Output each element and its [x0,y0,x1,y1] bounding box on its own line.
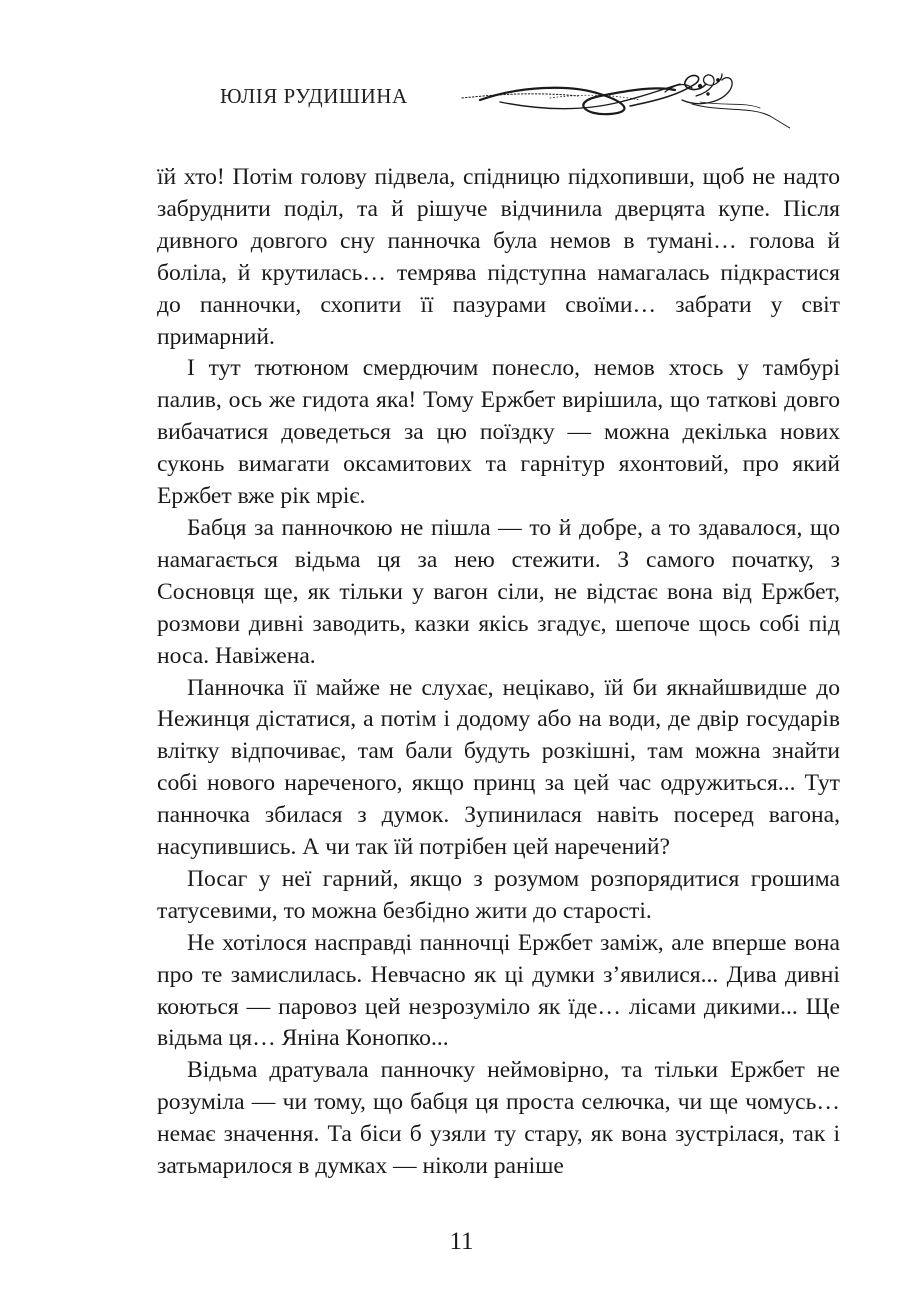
paragraph: Відьма дратувала панночку неймовірно, та тільки Ержбет не розуміла — чи тому, що бабця ця проста селючка, чи ще чомусь… немає значення. Та біси б узяли ту стару, як вона зустрілася, так і затьмарилося в думках — ніколи раніше [157,1057,840,1180]
paragraph: Посаг у неї гарний, якщо з розумом розпорядитися грошима татусевими, то можна безбідно жити до старості. [157,865,840,924]
paragraph: їй хто! Потім голову підвела, спідницю підхопивши, щоб не надто забруднити поділ, та й рішуче відчинила дверцята купе. Після дивного довгого сну панночка була немов в тумані… голова й боліла, й крутилась… темрява підступна намагалась підкрастися до панночки, схопити її пазурами своїми… забрати у світ примарний. [157,164,840,350]
paragraph: І тут тютюном смердючим понесло, немов хтось у тамбурі палив, ось же гидота яка! Тому Ержбет вирішила, що таткові довго вибачатися доведеться за цю поїздку — можна декілька нових суконь вимагати оксамитових та гарнітур яхонтовий, про який Ержбет вже рік мріє. [157,355,840,510]
paragraph: Бабця за панночкою не пішла — то й добре, а то здавалося, що намагається відьма ця за нею стежити. З самого початку, з Сосновця ще, як тільки у вагон сіли, не відстає вона від Ержбет, розмови дивні заводить, казки якісь згадує, шепоче щось собі під носа. Навіжена. [157,514,840,669]
body-text [157,162,840,1183]
paragraph: Не хотілося насправді панночці Ержбет заміж, але вперше вона про те замислилась. Невчасно як ці думки з’явилися... Дива дивні коються — паровоз цей незрозуміло як їде… лісами дикими... Ще відьма ця… Яніна Конопко... [157,929,840,1052]
running-header [0,72,923,132]
paragraph: Панночка її майже не слухає, нецікаво, їй би якнайшвидше до Нежинця дістатися, а потім і додому або на води, де двір государів влітку відпочиває, там бали будуть розкішні, там можна знайти собі нового нареченого, якщо принц за цей час одружиться... Тут панночка збилася з думок. Зупинилася навіть посеред вагона, насупившись. А чи так їй потрібен цей наречений? [157,674,840,861]
author-name: ЮЛІЯ РУДИШИНА [220,84,408,108]
page-number: 11 [449,1228,474,1255]
flourish-ornament-icon [460,72,790,130]
